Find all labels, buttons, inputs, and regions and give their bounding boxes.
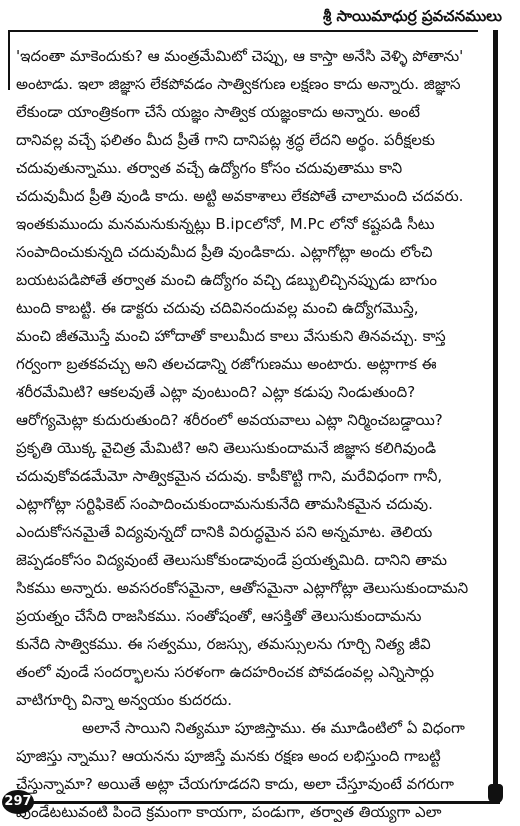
text-line: ఆరోగ్యమెట్లా కుదురుతుంది? శరీరంలో అవయవాలు ఎట్లా నిర్మించబడ్డాయి?: [16, 411, 443, 429]
header-rule: [8, 30, 478, 32]
text-line: అలానే సాయిని నిత్యమూ పూజిస్తాము. ఈ మూడింటిలో ఏ విధంగా: [82, 719, 465, 737]
text-line: సికము అన్నారు. అవసరంకోసమైనా, ఆతోసమైనా ఎట్లాగోట్లా తెలుసుకుందామని: [16, 579, 469, 597]
left-border-rule: [8, 30, 10, 90]
text-line: వాటిగూర్చి విన్నా అన్వయం కుదరదు.: [16, 691, 232, 709]
text-line: శరీరమేమిటి? ఆకలవుతే ఎట్లా వుంటుంది? ఎట్లా కడుపు నిండుతుంది?: [16, 383, 416, 401]
text-line: టుంది కాబట్టి. ఈ డాక్టరు చదువు చదివినందువల్ల మంచి ఉద్యోగమొస్తే,: [16, 299, 419, 317]
body-text: [16, 42, 486, 826]
text-line: మంచి జీతమొస్తే మంచి హోదాతో కాలుమీద కాలు వేసుకుని తినవచ్చు. కాస్త: [16, 327, 446, 345]
paragraph-2: [16, 714, 486, 826]
text-line: దానివల్ల వచ్చే ఫలితం మీద ప్రీతే గాని దానిపట్ల శ్రద్ధ లేదని అర్థం. పరీక్షలకు: [16, 131, 435, 149]
text-line: చేస్తున్నామా? అయితే అట్లా చేయగూడదని కాదు, అలా చేస్తూవుంటే వగరుగా: [16, 775, 454, 793]
text-line: చదువుతున్నాము. తర్వాత వచ్చే ఉద్యోగం కోసం చదువుతాము కాని: [16, 159, 403, 177]
text-line: లేకుండా యాంత్రికంగా చేసే యజ్ఞం సాత్విక యజ్ఞంకాదు అన్నారు. అంటే: [16, 103, 420, 121]
page-number: 297: [2, 790, 34, 814]
text-line: జెప్పడంకోసం విద్యవుంటే తెలుసుకోకుండావుండే ప్రయత్నమిది. దానిని తామ: [16, 551, 448, 569]
right-border-bar: [493, 30, 498, 802]
text-line: కునేది సాత్వికము. ఈ సత్వము, రజస్సు, తమస్సులను గూర్చి నిత్య జీవి: [16, 635, 431, 653]
text-line: 'ఇదంతా మాకెందుకు? ఆ మంత్రమేమిటో చెప్పు, ఆ కాస్తా అనేసి వెళ్ళి పోతాను': [16, 47, 464, 65]
text-line: వుండేటటువంటి పిందె క్రమంగా కాయగా, పండుగా, తర్వాత తియ్యగా ఎలా: [16, 803, 442, 821]
text-line: ప్రకృతి యొక్క వైచిత్ర మేమిటి? అని తెలుసుకుందామనే జిజ్ఞాస కలిగివుండి: [16, 439, 437, 457]
text-line: బయటపడిపోతే తర్వాత మంచి ఉద్యోగం వచ్చి డబ్బులిచ్చినప్పుడు బాగుం: [16, 271, 438, 289]
text-line: ప్రయత్నం చేసేది రాజసికము. సంతోషంతో, ఆసక్తితో తెలుసుకుందామను: [16, 607, 422, 625]
text-line: ఇంతకుముందు మనమనుకున్నట్లు B.ipcలోనో, M.Pc లోనో కష్టపడి సీటు: [16, 215, 435, 233]
text-line: అంటాడు. ఇలా జిజ్ఞాస లేకపోవడం సాత్వికగుణ లక్షణం కాదు అన్నారు. జిజ్ఞాస: [16, 75, 461, 93]
text-line: చదువుకోవడమేమో సాత్వికమైన చదువు. కాపీకొట్టి గాని, మరేవిధంగా గానీ,: [16, 467, 443, 485]
running-header: శ్రీ సాయిమాధుర్ర ప్రవచనములు: [323, 7, 502, 25]
text-line: చదువుమీద ప్రీతి వుండి కాదు. అట్టి అవకాశాలు లేకపోతే చాలామంది చదవరు.: [16, 187, 464, 205]
text-line: పూజిస్తు న్నాము? ఆయనను పూజిస్తే మనకు రక్షణ అంద లభిస్తుంది గాబట్టి: [16, 747, 441, 765]
text-line: గర్వంగా బ్రతకవచ్చు అని తలచడాన్ని రజోగుణము అంటారు. అట్లాగాక ఈ: [16, 355, 437, 373]
text-line: ఎందుకోసనమైతే విద్యవున్నదో దానికి విరుద్ధమైన పని అన్నమాట. తెలియ: [16, 523, 433, 541]
paragraph-1: [16, 42, 486, 714]
text-line: సంపాదించుకున్నది చదువుమీద ప్రీతి వుండికాదు. ఎట్లాగోట్లా అందు లోంచి: [16, 243, 433, 261]
text-line: ఎట్లాగోట్లా సర్టిఫికెట్ సంపాదించుకుందామనుకునేది తామసికమైన చదువు.: [16, 495, 433, 513]
text-line: తంలో వుండే సందర్భాలను సరళంగా ఉదహరించక పోవడంవల్ల ఎన్నిసార్లు: [16, 663, 435, 681]
